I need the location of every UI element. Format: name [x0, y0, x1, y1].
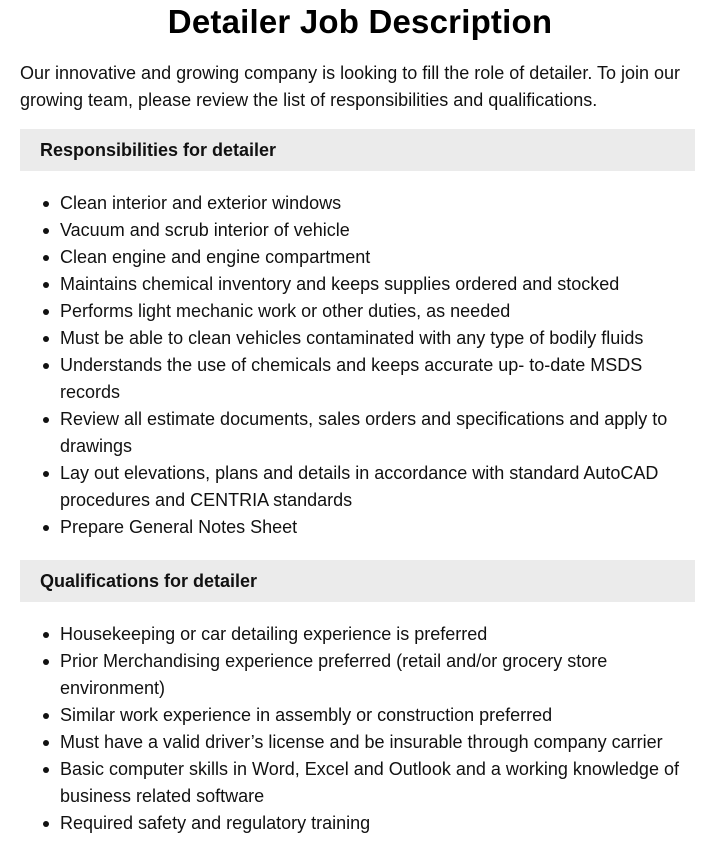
responsibilities-heading: Responsibilities for detailer [20, 129, 695, 171]
list-item: Vacuum and scrub interior of vehicle [60, 217, 690, 244]
list-item: Maintains chemical inventory and keeps supplies ordered and stocked [60, 271, 690, 298]
list-item: Basic computer skills in Word, Excel and Outlook and a working knowledge of business related software [60, 756, 690, 810]
page-title: Detailer Job Description [167, 3, 553, 40]
list-item: Lay out elevations, plans and details in accordance with standard AutoCAD procedures and CENTRIA standards [60, 460, 690, 514]
list-item: Required safety and regulatory training [60, 810, 690, 837]
list-item: Review all estimate documents, sales orders and specifications and apply to drawings [60, 406, 690, 460]
list-item: Must have a valid driver’s license and be insurable through company carrier [60, 729, 690, 756]
list-item: Understands the use of chemicals and keeps accurate up- to-date MSDS records [60, 352, 690, 406]
responsibilities-list [60, 190, 690, 541]
list-item: Prior Merchandising experience preferred (retail and/or grocery store environment) [60, 648, 690, 702]
intro-paragraph: Our innovative and growing company is looking to fill the role of detailer. To join our growing team, please review the list of responsibilities and qualifications. [20, 63, 681, 110]
list-item: Performs light mechanic work or other duties, as needed [60, 298, 690, 325]
list-item: Must be able to clean vehicles contaminated with any type of bodily fluids [60, 325, 690, 352]
qualifications-heading: Qualifications for detailer [20, 560, 695, 602]
list-item: Prepare General Notes Sheet [60, 514, 690, 541]
list-item: Housekeeping or car detailing experience is preferred [60, 621, 690, 648]
list-item: Clean interior and exterior windows [60, 190, 690, 217]
qualifications-list [60, 621, 690, 837]
list-item: Similar work experience in assembly or construction preferred [60, 702, 690, 729]
list-item: Clean engine and engine compartment [60, 244, 690, 271]
